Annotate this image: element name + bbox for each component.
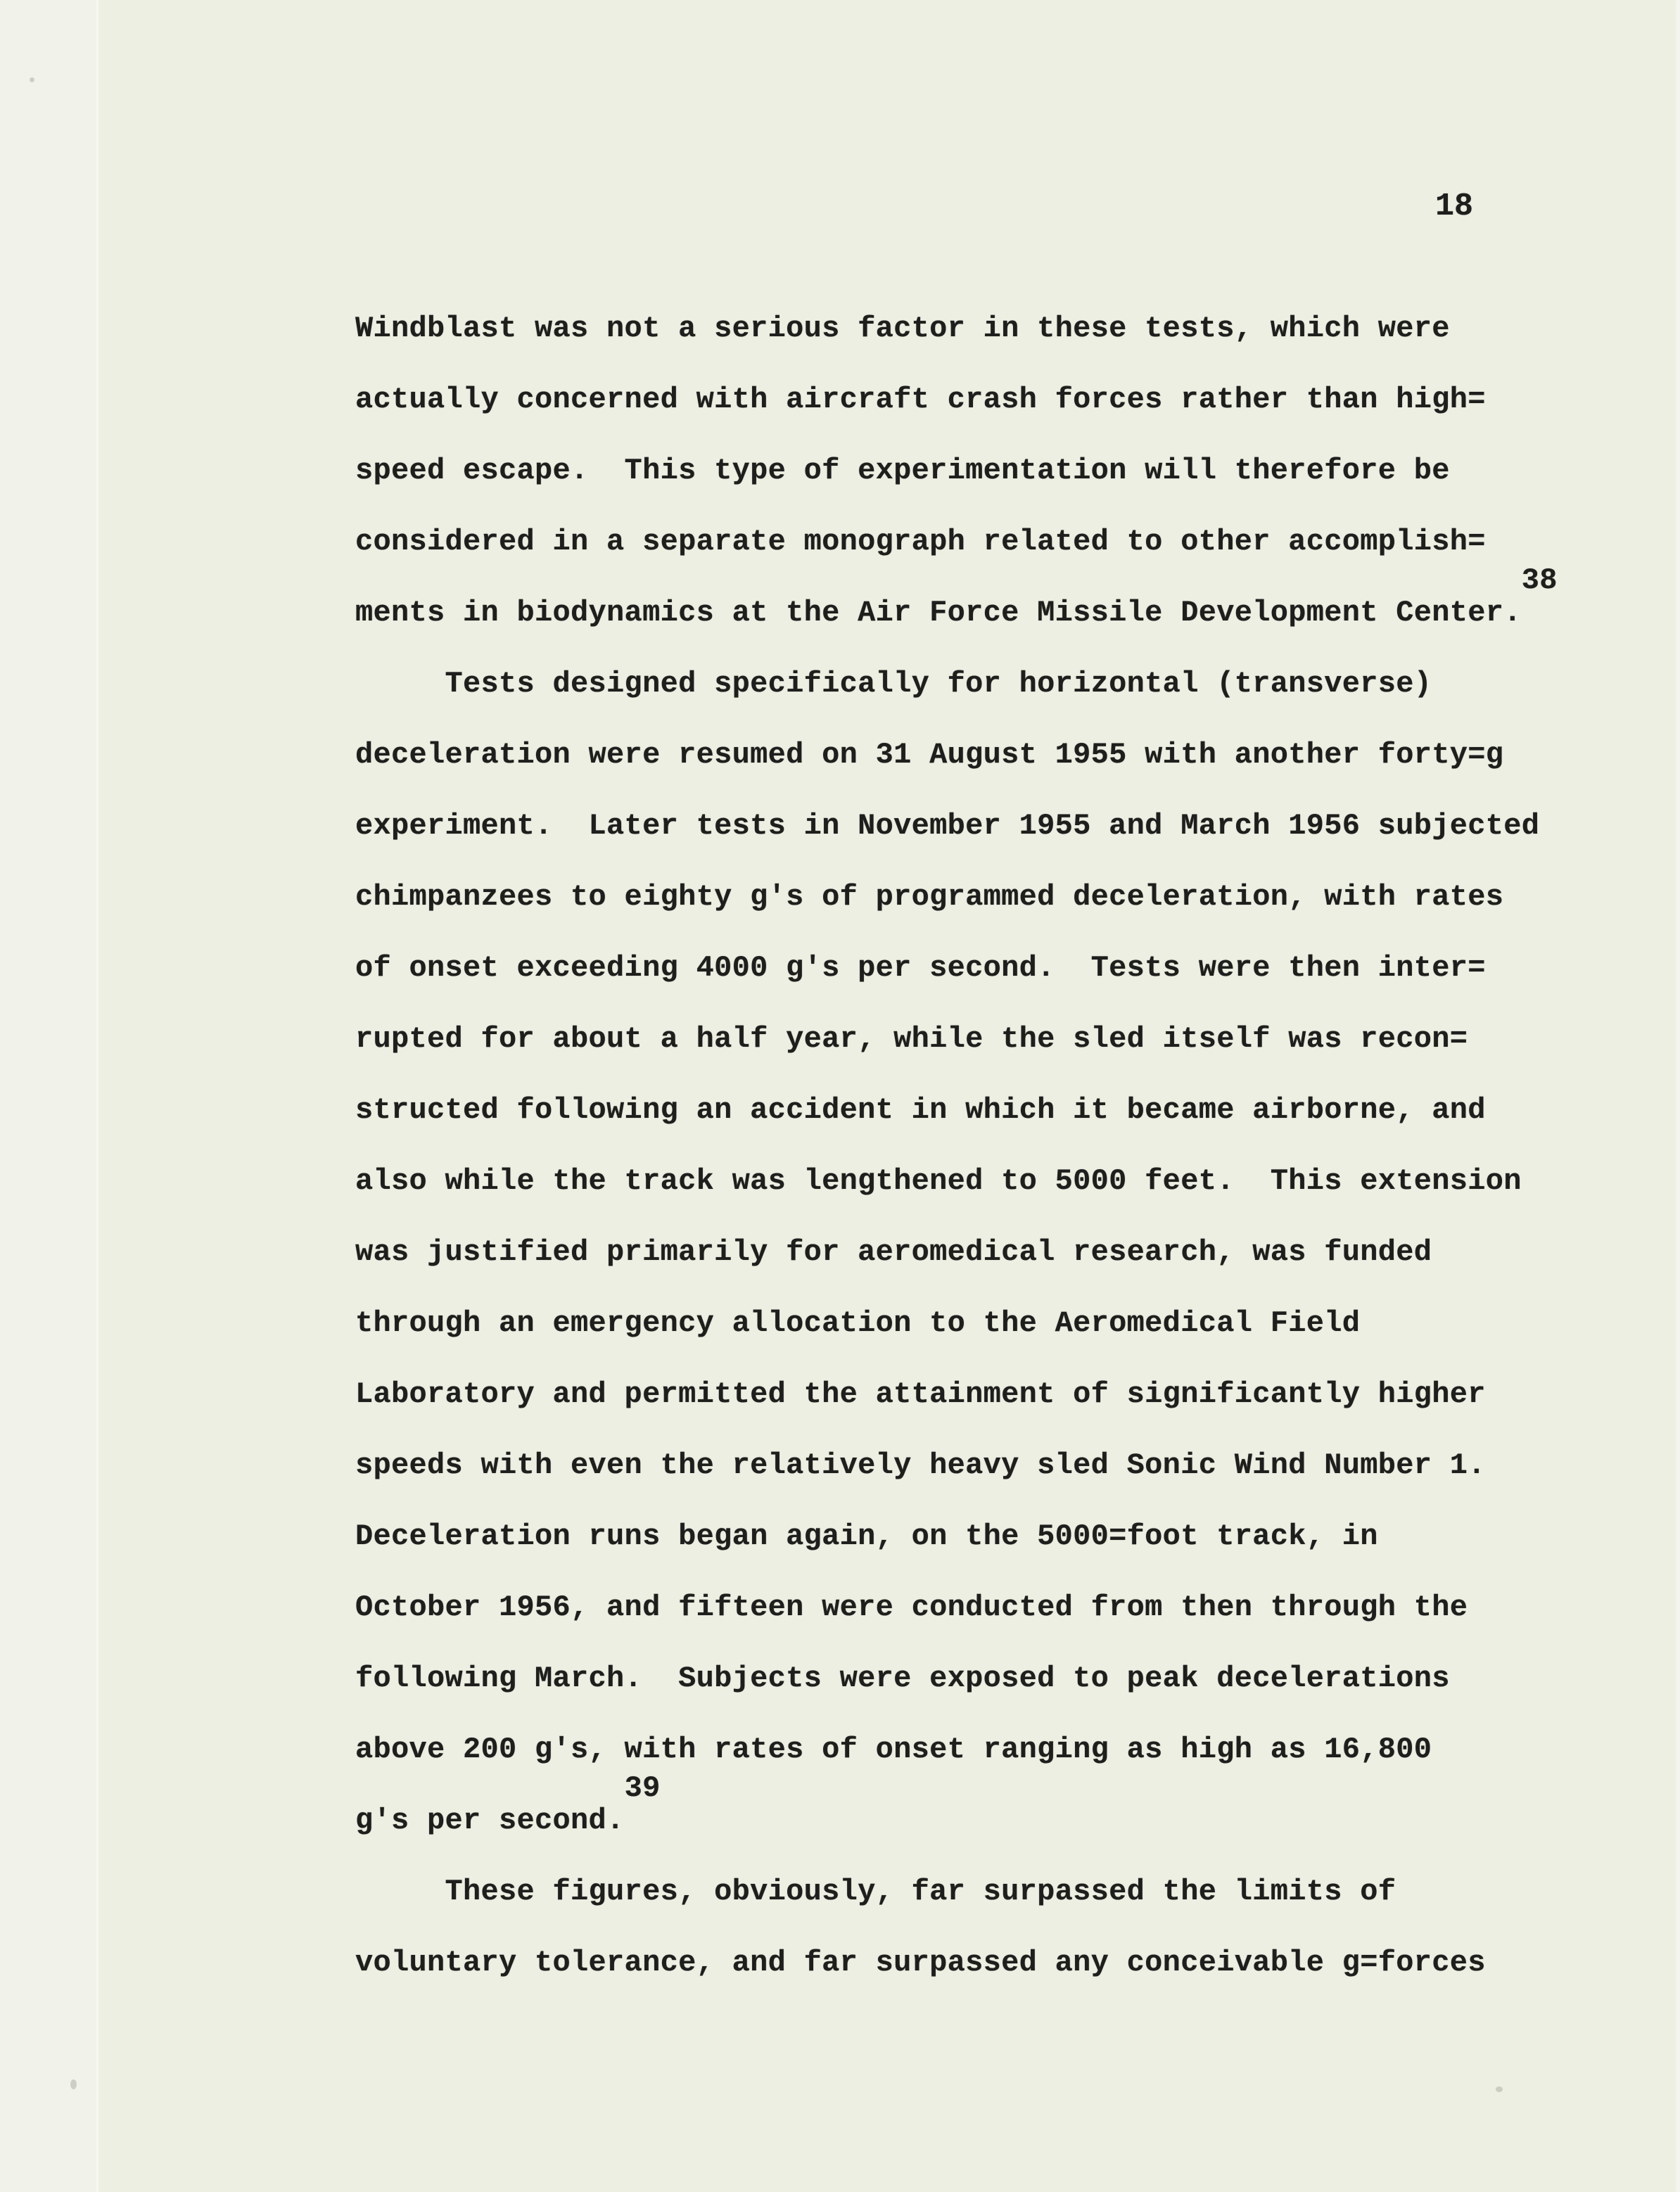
text-line: Windblast was not a serious factor in these tests, which were xyxy=(355,312,1450,345)
text-line: actually concerned with aircraft crash forces rather than high= xyxy=(355,383,1486,416)
text-line: also while the track was lengthened to 5000 feet. This extension xyxy=(355,1164,1522,1198)
text-line: Laboratory and permitted the attainment of significantly higher xyxy=(355,1377,1486,1411)
scan-speck xyxy=(30,77,34,82)
footnote-superscript: 38 xyxy=(1521,563,1558,597)
text-line: ments in biodynamics at the Air Force Missile Development Center.38 xyxy=(355,563,1558,630)
paper-right-edge xyxy=(1676,0,1680,2192)
text-line: speeds with even the relatively heavy sled Sonic Wind Number 1. xyxy=(355,1448,1486,1482)
text-line: of onset exceeding 4000 g's per second. Tests were then inter= xyxy=(355,951,1486,985)
page-body-text xyxy=(355,293,1593,1999)
text-line: Tests designed specifically for horizontal (transverse) xyxy=(355,667,1432,701)
text-line: g's per second.39 xyxy=(355,1771,661,1837)
text-line: experiment. Later tests in November 1955 and March 1956 subjected xyxy=(355,809,1540,843)
text-line: These figures, obviously, far surpassed the limits of xyxy=(355,1875,1396,1909)
text-line: rupted for about a half year, while the sled itself was recon= xyxy=(355,1022,1468,1056)
text-line: was justified primarily for aeromedical research, was funded xyxy=(355,1235,1432,1269)
text-line: chimpanzees to eighty g's of programmed deceleration, with rates xyxy=(355,880,1504,914)
scan-fold-line xyxy=(96,0,98,2192)
scan-speck xyxy=(1496,2086,1503,2092)
page-number: 18 xyxy=(1435,189,1474,224)
text-line: Deceleration runs began again, on the 5000=foot track, in xyxy=(355,1519,1378,1553)
text-line: considered in a separate monograph related to other accomplish= xyxy=(355,525,1486,559)
text-line: structed following an accident in which it became airborne, and xyxy=(355,1093,1486,1127)
text-line: speed escape. This type of experimentation will therefore be xyxy=(355,454,1450,488)
scan-speck xyxy=(70,2079,77,2089)
text-line: through an emergency allocation to the Aeromedical Field xyxy=(355,1306,1361,1340)
text-line: deceleration were resumed on 31 August 1955 with another forty=g xyxy=(355,738,1504,772)
text-line: above 200 g's, with rates of onset ranging as high as 16,800 xyxy=(355,1733,1432,1766)
paper-left-margin-strip xyxy=(0,0,96,2192)
text-line: October 1956, and fifteen were conducted from then through the xyxy=(355,1591,1468,1624)
text-line: following March. Subjects were exposed to peak decelerations xyxy=(355,1662,1450,1695)
footnote-superscript: 39 xyxy=(624,1771,661,1805)
text-line: voluntary tolerance, and far surpassed any conceivable g=forces xyxy=(355,1946,1486,1980)
